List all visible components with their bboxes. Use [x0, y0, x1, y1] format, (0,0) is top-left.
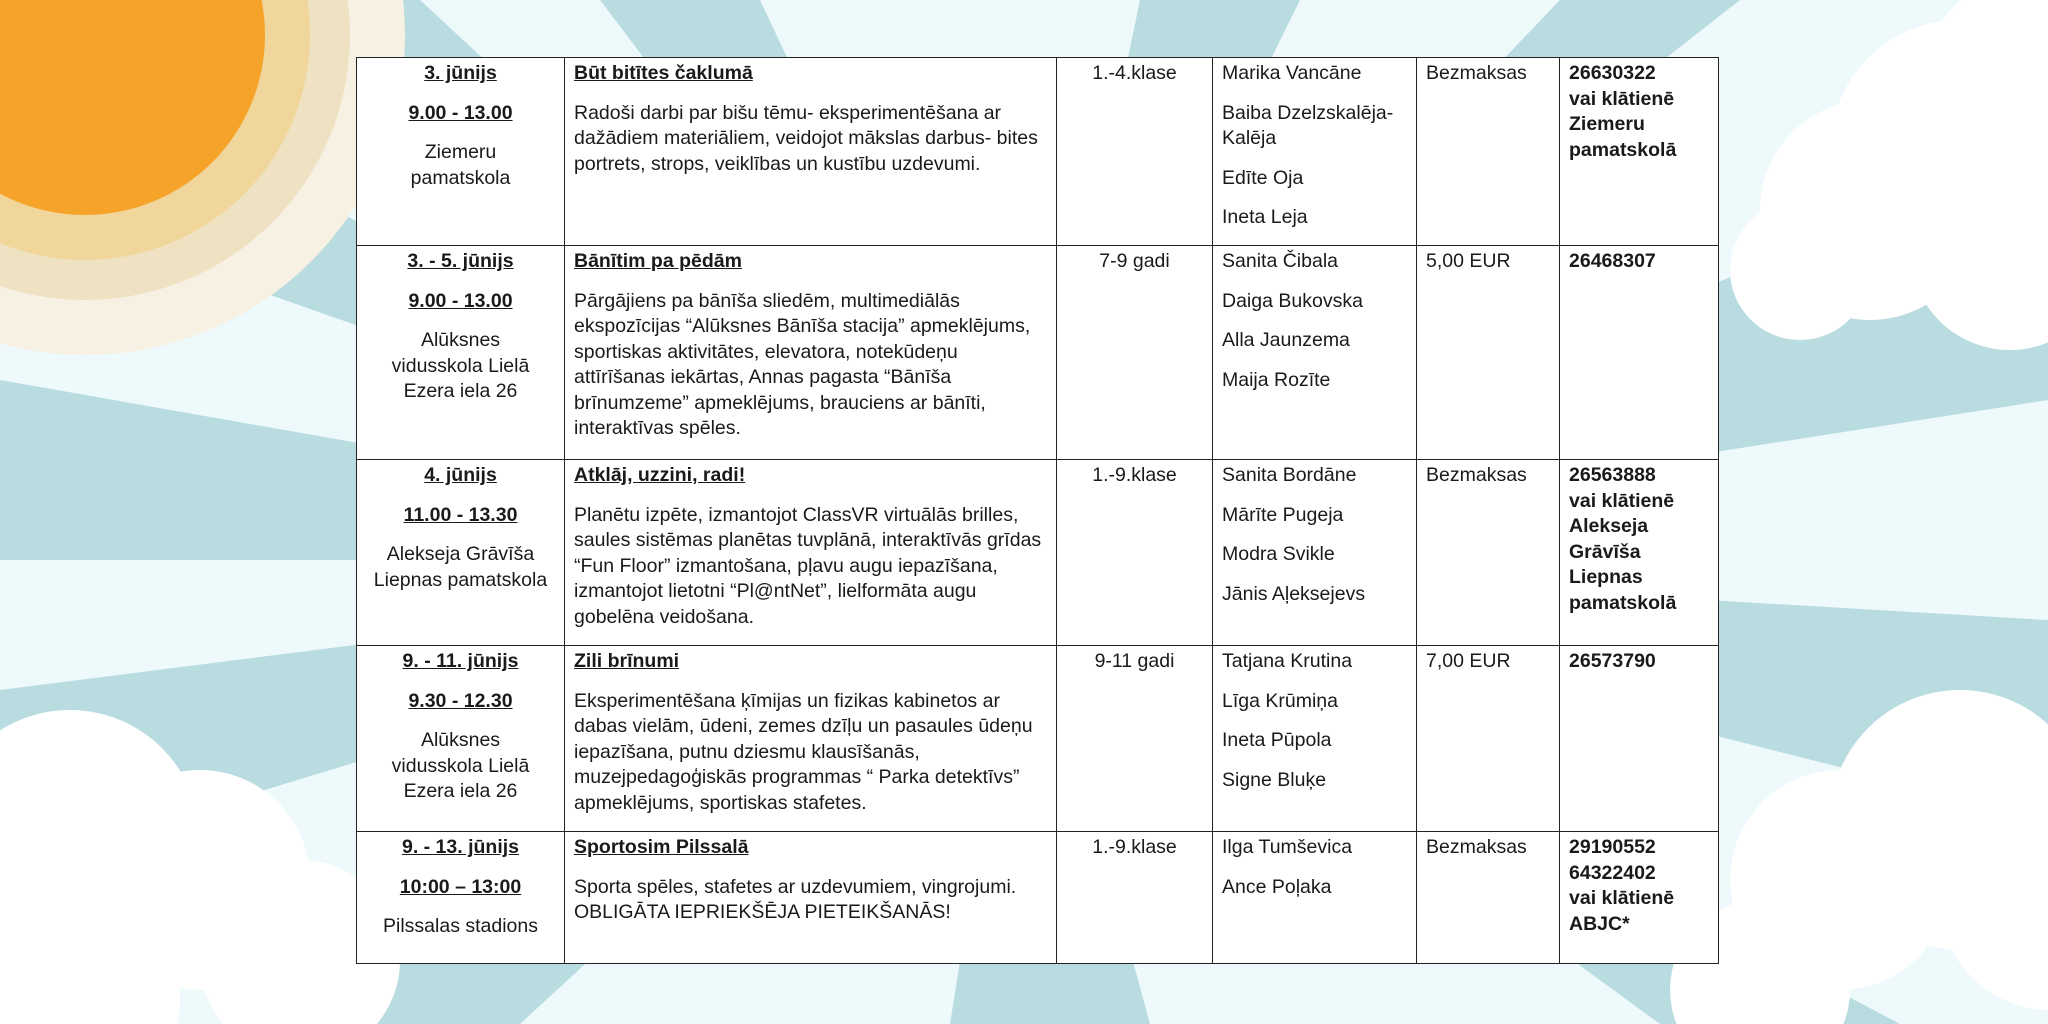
- date: 3. - 5. jūnijs: [407, 250, 514, 272]
- date: 3. jūnijs: [424, 62, 497, 84]
- time: 9.30 - 12.30: [408, 689, 513, 712]
- teacher-name: Signe Bluķe: [1222, 768, 1327, 791]
- teachers-cell: [1213, 246, 1417, 460]
- contact: 26468307: [1560, 246, 1719, 460]
- program-cell: [565, 246, 1057, 460]
- contact: 26573790: [1560, 646, 1719, 832]
- teacher-name: Līga Krūmiņa: [1222, 689, 1338, 712]
- time: 11.00 - 13.30: [403, 503, 518, 526]
- age-group: 9-11 gadi: [1057, 646, 1213, 832]
- teacher-name: Mārīte Pugeja: [1222, 503, 1344, 526]
- teacher-name: Sanita Čibala: [1222, 250, 1338, 272]
- location: Ziemeru pamatskola: [410, 141, 511, 189]
- date-cell: [357, 246, 565, 460]
- contact: 29190552 64322402 vai klātienē ABJC*: [1560, 832, 1719, 964]
- contact: 26563888 vai klātienē Alekseja Grāvīša Liepnas pamatskolā: [1560, 460, 1719, 646]
- age-group: 1.-9.klase: [1057, 832, 1213, 964]
- date: 9. - 11. jūnijs: [402, 650, 519, 672]
- teacher-name: Ineta Leja: [1222, 206, 1308, 228]
- teacher-name: Maija Rozīte: [1222, 368, 1331, 391]
- price: 5,00 EUR: [1417, 246, 1560, 460]
- program-title: Zili brīnumi: [574, 650, 680, 672]
- price: Bezmaksas: [1417, 460, 1560, 646]
- teacher-name: Ilga Tumševica: [1222, 836, 1353, 858]
- program-description: Planētu izpēte, izmantojot ClassVR virtuālās brilles, saules sistēmas planētas tuvplānā, interaktīvās grīdas “Fun Floor” izmantošana, pļavu augu iepazīšana, izmantojot lietotni “Pl@ntNet”, lielformāta augu gobelēna veidošana.: [574, 503, 1042, 628]
- program-description: Eksperimentēšana ķīmijas un fizikas kabinetos ar dabas vielām, ūdeni, zemes dzīļu un pasaules ūdeņu iepazīšana, putnu dziesmu klausīšanās, muzejpedagoģiskās programmas “ Parka detektīvs” apmeklējums, sportiskas stafetes.: [574, 689, 1033, 814]
- table-row: [357, 832, 1719, 964]
- time: 10:00 – 13:00: [399, 875, 522, 898]
- date-cell: [357, 832, 565, 964]
- teacher-name: Edīte Oja: [1222, 166, 1304, 189]
- program-cell: [565, 646, 1057, 832]
- table-row: [357, 646, 1719, 832]
- date-cell: [357, 646, 565, 832]
- teacher-name: Baiba Dzelzskalēja-Kalēja: [1222, 101, 1394, 149]
- contact: 26630322 vai klātienē Ziemeru pamatskolā: [1560, 58, 1719, 246]
- age-group: 1.-9.klase: [1057, 460, 1213, 646]
- cloud-top-right: [1730, 0, 2048, 350]
- teacher-name: Modra Svikle: [1222, 543, 1335, 565]
- date-cell: [357, 460, 565, 646]
- teachers-cell: [1213, 832, 1417, 964]
- price: 7,00 EUR: [1417, 646, 1560, 832]
- program-cell: [565, 58, 1057, 246]
- cloud-bottom-right: [1670, 690, 2048, 1024]
- location: Alekseja Grāvīša Liepnas pamatskola: [373, 543, 548, 591]
- teacher-name: Alla Jaunzema: [1222, 329, 1350, 351]
- program-description: Radoši darbi par bišu tēmu- eksperimentēšana ar dažādiem materiāliem, veidojot mākslas darbus- bites portrets, strops, veiklības un kustību uzdevumi.: [574, 101, 1038, 175]
- program-cell: [565, 832, 1057, 964]
- teacher-name: Daiga Bukovska: [1222, 289, 1363, 312]
- location: Alūksnes vidusskola Lielā Ezera iela 26: [391, 729, 530, 802]
- program-title: Atklāj, uzzini, radi!: [574, 464, 746, 486]
- date: 4. jūnijs: [424, 464, 497, 486]
- price: Bezmaksas: [1417, 58, 1560, 246]
- table-row: [357, 460, 1719, 646]
- program-title: Bānītim pa pēdām: [574, 250, 742, 272]
- schedule-table: [356, 57, 1719, 964]
- program-description: Pārgājiens pa bānīša sliedēm, multimediālās ekspozīcijas “Alūksnes Bānīša stacija” apmeklējums, sportiskas aktivitātes, elevatora, notekūdeņu attīrīšanas iekārtas, Annas pagasta “Bānīša brīnumzeme” apmeklējums, brauciens ar bānīti, interaktīvas spēles.: [574, 289, 1031, 439]
- date: 9. - 13. jūnijs: [401, 836, 520, 858]
- teacher-name: Tatjana Krutina: [1222, 650, 1353, 672]
- table-row: [357, 58, 1719, 246]
- teachers-cell: [1213, 646, 1417, 832]
- price: Bezmaksas: [1417, 832, 1560, 964]
- program-cell: [565, 460, 1057, 646]
- program-description: Sporta spēles, stafetes ar uzdevumiem, vingrojumi. OBLIGĀTA IEPRIEKŠĒJA PIETEIKŠANĀS!: [574, 875, 1017, 923]
- teacher-name: Marika Vancāne: [1222, 62, 1362, 84]
- location: Pilssalas stadions: [383, 915, 538, 937]
- teacher-name: Ineta Pūpola: [1222, 729, 1332, 751]
- table-row: [357, 246, 1719, 460]
- time: 9.00 - 13.00: [408, 101, 513, 124]
- age-group: 7-9 gadi: [1057, 246, 1213, 460]
- age-group: 1.-4.klase: [1057, 58, 1213, 246]
- teachers-cell: [1213, 460, 1417, 646]
- program-title: Būt bitītes čaklumā: [574, 62, 753, 84]
- time: 9.00 - 13.00: [408, 289, 513, 312]
- teacher-name: Sanita Bordāne: [1222, 464, 1357, 486]
- teacher-name: Jānis Aļeksejevs: [1222, 582, 1366, 605]
- program-title: Sportosim Pilssalā: [574, 836, 749, 858]
- teachers-cell: [1213, 58, 1417, 246]
- date-cell: [357, 58, 565, 246]
- location: Alūksnes vidusskola Lielā Ezera iela 26: [391, 329, 530, 402]
- teacher-name: Ance Poļaka: [1222, 875, 1332, 898]
